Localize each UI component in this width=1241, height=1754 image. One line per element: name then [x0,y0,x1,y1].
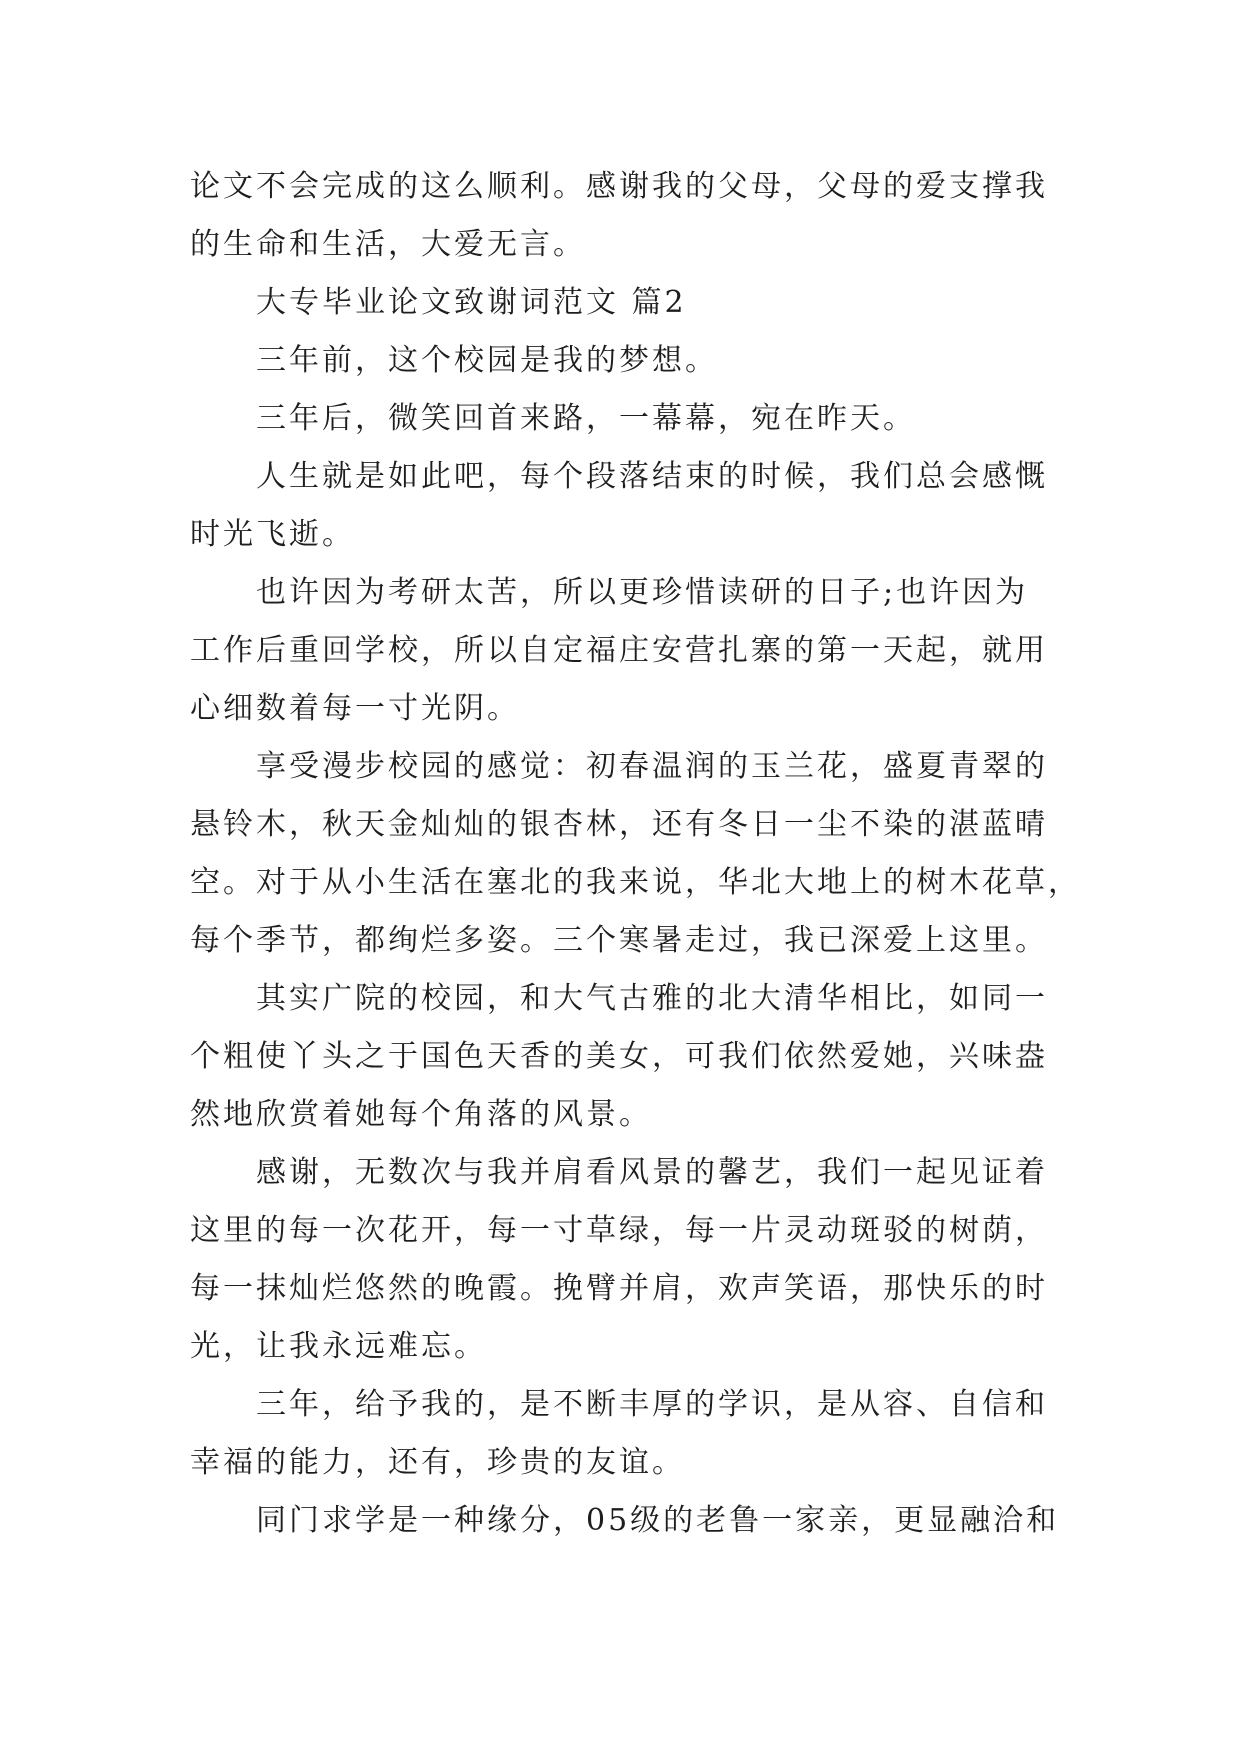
document-body [190,158,1081,1550]
text-line: 个粗使丫头之于国色天香的美女，可我们依然爱她，兴味盎 [190,1039,1048,1074]
text-line: 享受漫步校园的感觉：初春温润的玉兰花，盛夏青翠的 [256,749,1048,784]
text-line: 工作后重回学校，所以自定福庄安营扎寨的第一天起，就用 [190,633,1048,668]
text-line: 也许因为考研太苦，所以更珍惜读研的日子;也许因为 [256,575,1029,610]
text-line: 的生命和生活，大爱无言。 [190,227,586,262]
text-line: 幸福的能力，还有，珍贵的友谊。 [190,1445,685,1480]
text-line: 每一抹灿烂悠然的晚霞。挽臂并肩，欢声笑语，那快乐的时 [190,1271,1048,1306]
text-line: 同门求学是一种缘分，05级的老鲁一家亲，更显融洽和 [256,1503,1060,1538]
text-line: 人生就是如此吧，每个段落结束的时候，我们总会感慨 [256,459,1048,494]
text-line: 空。对于从小生活在塞北的我来说，华北大地上的树木花草， [190,865,1081,900]
text-line: 论文不会完成的这么顺利。感谢我的父母，父母的爱支撑我 [190,169,1048,204]
text-line: 悬铃木，秋天金灿灿的银杏林，还有冬日一尘不染的湛蓝晴 [190,807,1048,842]
text-line: 光，让我永远难忘。 [190,1329,487,1364]
text-line: 时光飞逝。 [190,517,355,552]
text-line: 感谢，无数次与我并肩看风景的馨艺，我们一起见证着 [256,1155,1048,1190]
text-line: 三年，给予我的，是不断丰厚的学识，是从容、自信和 [256,1387,1048,1422]
text-line: 每个季节，都绚烂多姿。三个寒暑走过，我已深爱上这里。 [190,923,1048,958]
text-line: 然地欣赏着她每个角落的风景。 [190,1097,652,1132]
text-line: 这里的每一次花开，每一寸草绿，每一片灵动斑驳的树荫， [190,1213,1048,1248]
text-line: 三年后，微笑回首来路，一幕幕，宛在昨天。 [256,401,916,436]
text-line: 三年前，这个校园是我的梦想。 [256,343,718,378]
text-line: 心细数着每一寸光阴。 [190,691,520,726]
text-line: 其实广院的校园，和大气古雅的北大清华相比，如同一 [256,981,1048,1016]
section-heading: 大专毕业论文致谢词范文 篇2 [256,285,687,320]
